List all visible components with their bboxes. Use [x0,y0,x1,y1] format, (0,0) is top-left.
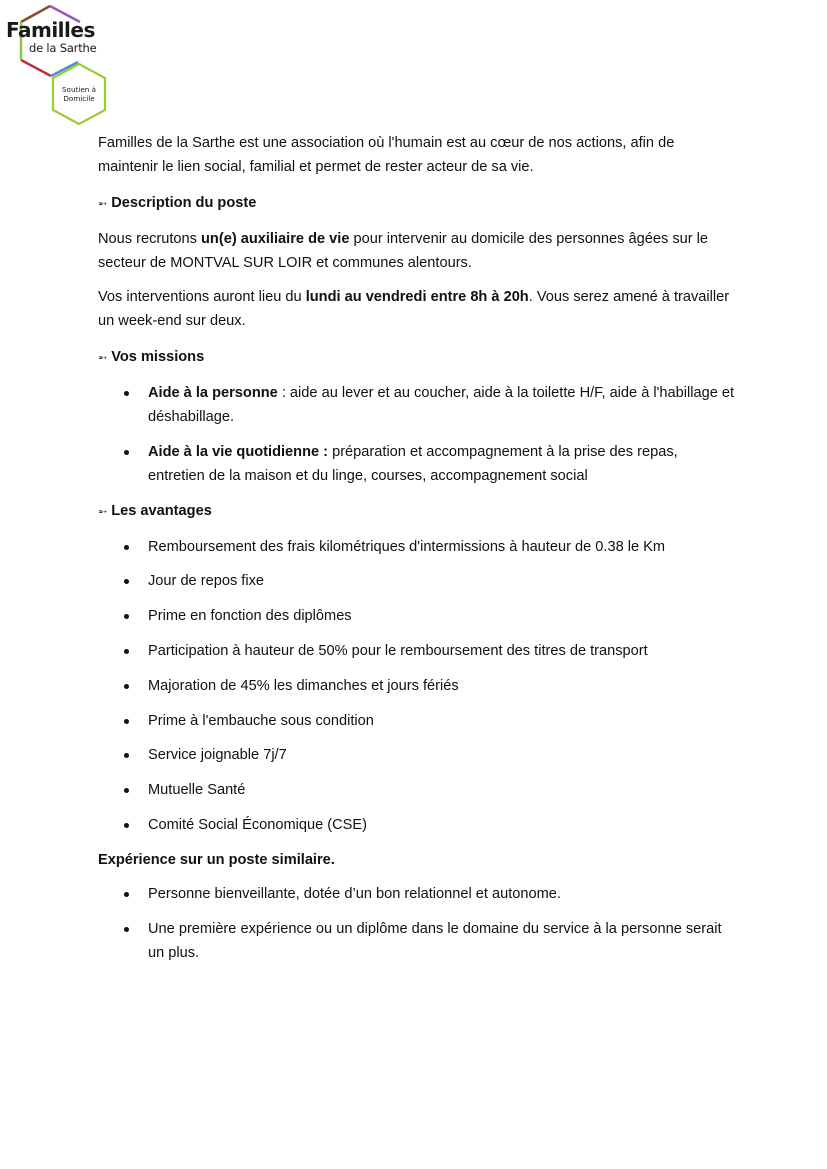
text: . Vous serez amené à travailler un week-end sur deux. [98,289,730,329]
list-item: Une première expérience ou un diplôme dans le domaine du service à la personne serait un plus. [98,917,738,965]
list-item: Mutuelle Santé [98,778,738,802]
text: Nous recrutons [98,231,202,247]
logo-badge-line2: Domicile [63,94,95,103]
list-item: Service joignable 7j/7 [98,743,738,767]
list-item: Prime en fonction des diplômes [98,604,738,628]
logo-badge-line1: Soutien à [62,85,96,94]
logo-badge [52,85,106,103]
document-body [98,131,738,975]
experience-list [98,882,738,965]
logo-subtitle: de la Sarthe [29,41,97,55]
heading-text: Vos missions [111,349,205,365]
list-item: Jour de repos fixe [98,569,738,593]
list-item: Personne bienveillante, dotée d’un bon relationnel et autonome. [98,882,738,906]
arrow-icon: ➵ [98,352,108,364]
list-item: Participation à hauteur de 50% pour le remboursement des titres de transport [98,639,738,663]
heading-text: Les avantages [111,502,212,519]
logo [0,0,120,130]
list-item: Prime à l'embauche sous condition [98,709,738,733]
heading-text: Description du poste [111,195,257,211]
item-text: préparation et accompagnement à la prise des repas, entretien de la maison et du linge, courses, accompagnement social [148,443,678,484]
text: pour intervenir au domicile des personnes âgées sur le secteur de MONTVAL SUR LOIR et communes alentours. [98,231,709,271]
logo-title: Familles [6,18,95,42]
list-item [98,440,738,488]
item-label: Aide à la personne [148,385,278,401]
item-text: : aide au lever et au coucher, aide à la toilette H/F, aide à l'habillage et déshabillage. [148,385,735,425]
section-heading-description [98,191,738,216]
description-paragraph-2 [98,285,738,333]
section-heading-avantages [98,499,738,524]
arrow-icon: ➵ [98,505,108,518]
section-heading-missions [98,345,738,370]
schedule: lundi au vendredi entre 8h à 20h [305,289,529,305]
text: Vos interventions auront lieu du [98,289,306,305]
list-item: Comité Social Économique (CSE) [98,813,738,837]
item-label: Aide à la vie quotidienne : [148,443,329,460]
list-item [98,381,738,429]
list-item: Remboursement des frais kilométriques d'intermissions à hauteur de 0.38 le Km [98,535,738,559]
missions-list [98,381,738,488]
list-item: Majoration de 45% les dimanches et jours fériés [98,674,738,698]
avantages-list [98,535,738,837]
intro-paragraph: Familles de la Sarthe est une association où l'humain est au cœur de nos actions, afin de maintenir le lien social, familial et permet de rester acteur de sa vie. [98,135,675,175]
job-title: un(e) auxiliaire de vie [201,231,350,247]
description-paragraph-1 [98,227,738,275]
section-heading-experience: Expérience sur un poste similaire. [98,851,335,868]
arrow-icon: ➵ [98,198,108,210]
